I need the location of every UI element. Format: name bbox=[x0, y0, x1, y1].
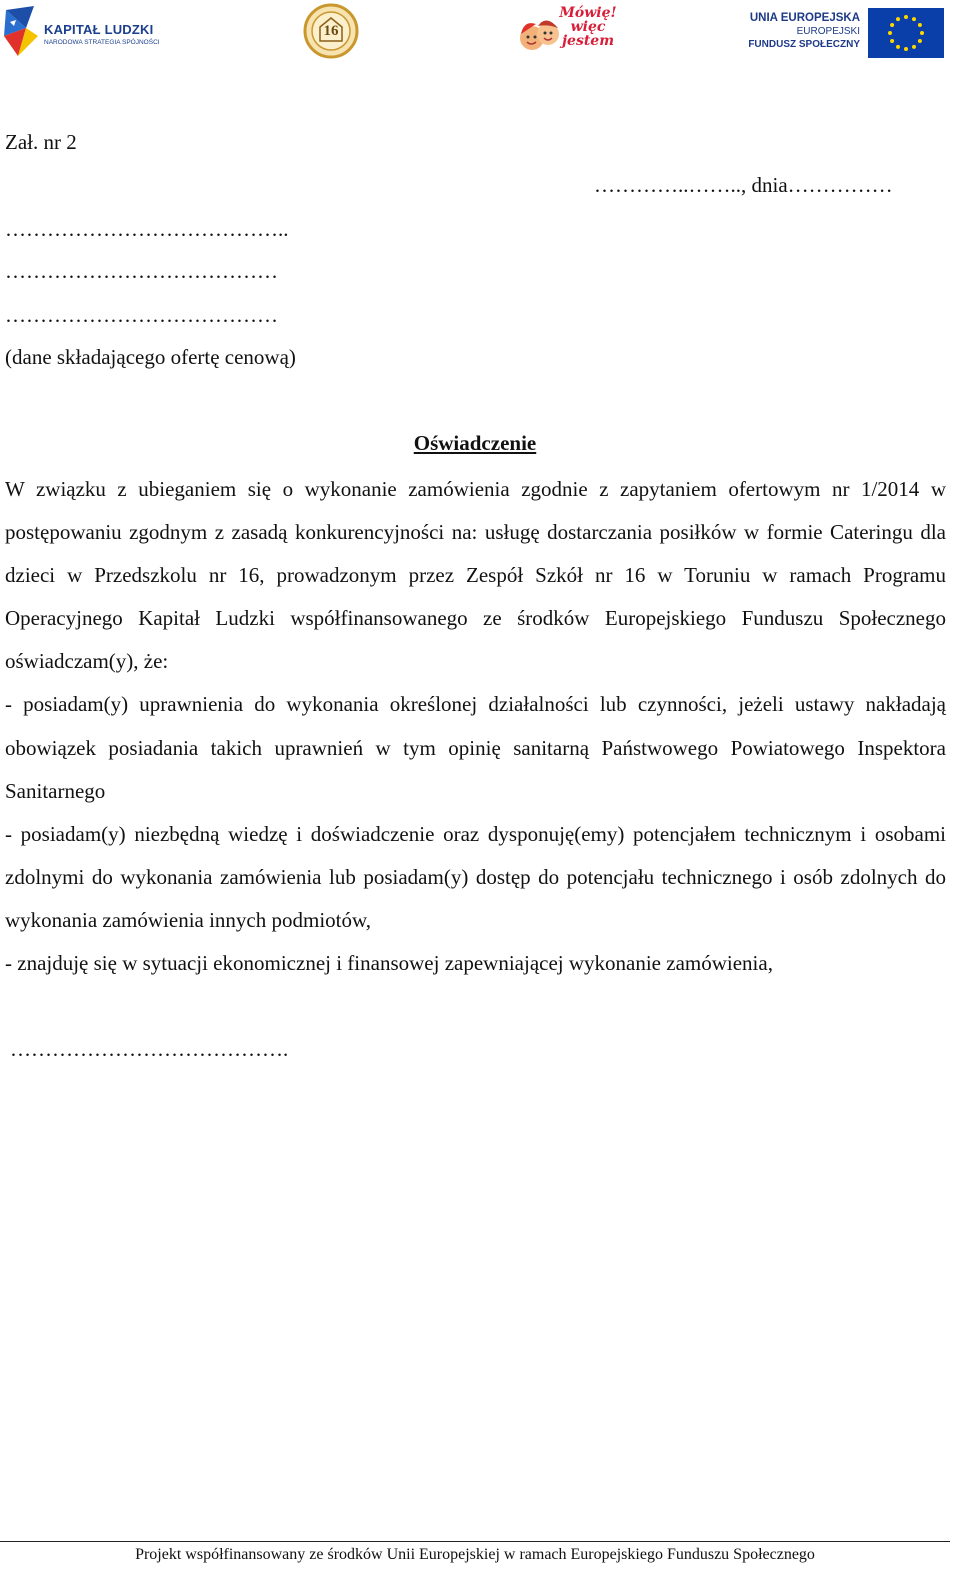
logo-kl-subtitle: NARODOWA STRATEGIA SPÓJNOŚCI bbox=[44, 39, 160, 46]
logo-ue-line2: EUROPEJSKI bbox=[796, 26, 860, 37]
declaration-item-knowledge: - posiadam(y) niezbędną wiedzę i doświadczenie oraz dysponuję(emy) potencjałem technicznym i osobami zdolnymi do wykonania zamówienia lub posiadam(y) dostęp do potencjału technicznego i osób zdolnych do wykonania zamówienia innych podmiotów, bbox=[5, 821, 946, 932]
sender-line-3: ………………………………… bbox=[5, 303, 278, 327]
logo-unia-europejska bbox=[748, 6, 944, 58]
logo-kapital-ludzki bbox=[4, 6, 164, 58]
footer-divider bbox=[0, 1541, 950, 1542]
declaration-body bbox=[5, 468, 946, 985]
kapital-ludzki-emblem-icon bbox=[4, 6, 40, 58]
eu-flag-icon bbox=[868, 8, 944, 58]
sender-line-1: ………………………………….. bbox=[5, 217, 289, 241]
signature-line: …………………………………. bbox=[10, 1037, 289, 1061]
document-title: Oświadczenie bbox=[413, 431, 537, 455]
footer-note: Projekt współfinansowany ze środków Unii Europejskiej w ramach Europejskiego Funduszu Społecznego bbox=[135, 1546, 815, 1563]
school-seal-number: 16 bbox=[323, 23, 339, 39]
declaration-intro-paragraph: W związku z ubieganiem się o wykonanie zamówienia zgodnie z zapytaniem ofertowym nr 1/2014 w postępowaniu zgodnym z zasadą konkurencyjności na: usługę dostarczania posiłków w formie Cateringu dla dzieci w Przedszkolu nr 16, prowadzonym przez Zespół Szkół nr 16 w Toruniu w ramach Programu Operacyjnego Kapitał Ludzki współfinansowanego ze środków Europejskiego Funduszu Społecznego oświadczam(y), że: bbox=[5, 477, 946, 674]
sender-caption: (dane składającego ofertę cenową) bbox=[5, 345, 296, 369]
sender-line-2: ………………………………… bbox=[5, 259, 278, 283]
logo-kl-title: KAPITAŁ LUDZKI bbox=[44, 22, 154, 37]
place-date-line: …………..…….., dnia…………… bbox=[594, 173, 893, 197]
logo-ue-line3: FUNDUSZ SPOŁECZNY bbox=[748, 39, 860, 50]
children-faces-icon bbox=[518, 4, 562, 58]
attachment-label: Zał. nr 2 bbox=[5, 130, 77, 154]
logo-mowie-text: Mówię! więc jestem bbox=[559, 5, 617, 49]
logo-school-16 bbox=[303, 3, 359, 59]
declaration-item-financial: - znajduję się w sytuacji ekonomicznej i finansowej zapewniającej wykonanie zamówienia, bbox=[5, 951, 773, 976]
logo-ue-line1: UNIA EUROPEJSKA bbox=[749, 12, 860, 24]
logo-mowie-wiec-jestem bbox=[518, 4, 618, 58]
declaration-item-permissions: - posiadam(y) uprawnienia do wykonania określonej działalności lub czynności, jeżeli ustawy nakładają obowiązek posiadania takich uprawnień w tym opinię sanitarną Państwowego Powiatowego Inspektora Sanitarnego bbox=[5, 692, 946, 803]
